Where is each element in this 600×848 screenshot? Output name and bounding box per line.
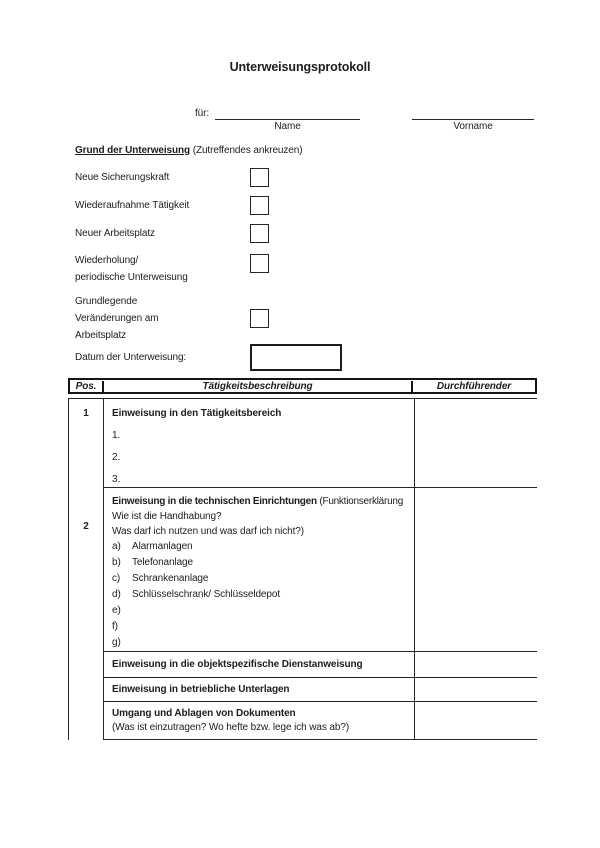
reason-label: Neuer Arbeitsplatz [75,228,155,239]
date-input-box[interactable] [250,344,342,371]
table-row-technische-einrichtungen [104,488,537,652]
reason-section-heading [75,145,600,156]
reason-label: Neue Sicherungskraft [75,172,170,183]
checkbox-wiederaufnahme[interactable] [250,196,269,215]
executor-signature-cell[interactable] [415,702,537,739]
task-list-item: b) Telefonanlage [112,557,193,568]
task-cell: Einweisung in die objektspezifische Dienstanweisung [104,652,415,677]
task-cell: Umgang und Ablagen von Dokumenten (Was ist einzutragen? Wo hefte bzw. lege ich was ab?) [104,702,415,739]
reason-heading-note: (Zutreffendes ankreuzen) [192,145,303,156]
task-list-item: c) Schrankenanlage [112,573,209,584]
title-note: (Funktionserklärung [319,496,403,507]
executor-signature-cell[interactable] [415,652,537,677]
task-table [68,378,537,740]
task-list-item: e) [112,605,121,616]
date-row [75,344,600,371]
executor-signature-cell[interactable] [415,678,537,701]
table-row-betriebliche-unterlagen [104,678,537,702]
task-list-item: f) [112,621,118,632]
reason-label: Wiederaufnahme Tätigkeit [75,200,190,211]
vorname-caption: Vorname [453,121,493,132]
table-row-umgang-dokumente [104,702,537,740]
task-list-item: g) [112,637,121,648]
task-cell: Einweisung in die technischen Einrichtungen (Funktionserklärung Wie ist die Handhabung? Was darf ich nutzen und was darf ich nicht?) a) Alarmanlagen b) Telefonanlage c) Schrankenanlage d) Schlüsselschrank/ Schlüsseldepot e) f) g) [104,488,415,651]
executor-signature-cell[interactable] [415,399,537,487]
page-title: Unterweisungsprotokoll [229,60,371,74]
table-row-dienstanweisung [104,652,537,678]
table-row-taetigkeitsbereich [104,399,537,488]
recipient-row [195,106,600,132]
executor-signature-cell[interactable] [415,488,537,651]
reason-row-neue-sicherungskraft [75,168,600,187]
reason-heading-text: Grund der Unterweisung [75,145,191,156]
date-label: Datum der Unterweisung: [75,352,187,363]
header-pos: Pos. [70,381,104,392]
task-list-item: d) Schlüsselschrank/ Schlüsseldepot [112,589,280,600]
checkbox-neuer-arbeitsplatz[interactable] [250,224,269,243]
table-rows [104,399,537,740]
header-executor: Durchführender [436,380,512,392]
checkbox-wiederholung[interactable] [250,254,269,273]
pos-number-1: 1 [83,408,89,419]
reason-label: Grundlegende Veränderungen am Arbeitsplatz [75,296,159,341]
reason-row-wiederholung [75,252,600,286]
fuer-label: für: [195,108,210,119]
checkbox-grundlegende-veraenderungen[interactable] [250,309,269,328]
vorname-field-line[interactable] [412,106,534,132]
reason-label: Wiederholung/ periodische Unterweisung [75,255,188,283]
reason-row-neuer-arbeitsplatz [75,224,600,243]
reason-options [75,168,600,344]
name-field-line[interactable] [215,106,360,132]
reason-row-grundlegende-veraenderungen [75,293,600,344]
reason-row-wiederaufnahme [75,196,600,215]
table-header-row [68,378,537,394]
task-cell: Einweisung in betriebliche Unterlagen [104,678,415,701]
checkbox-neue-sicherungskraft[interactable] [250,168,269,187]
task-list-item: a) Alarmanlagen [112,541,193,552]
task-cell: Einweisung in den Tätigkeitsbereich 1. 2. 3. [104,399,415,487]
header-task: Tätigkeitsbeschreibung [104,381,413,392]
pos-column [68,399,104,740]
table-body [68,398,537,740]
pos-number-2: 2 [83,521,89,532]
name-caption: Name [274,121,301,132]
